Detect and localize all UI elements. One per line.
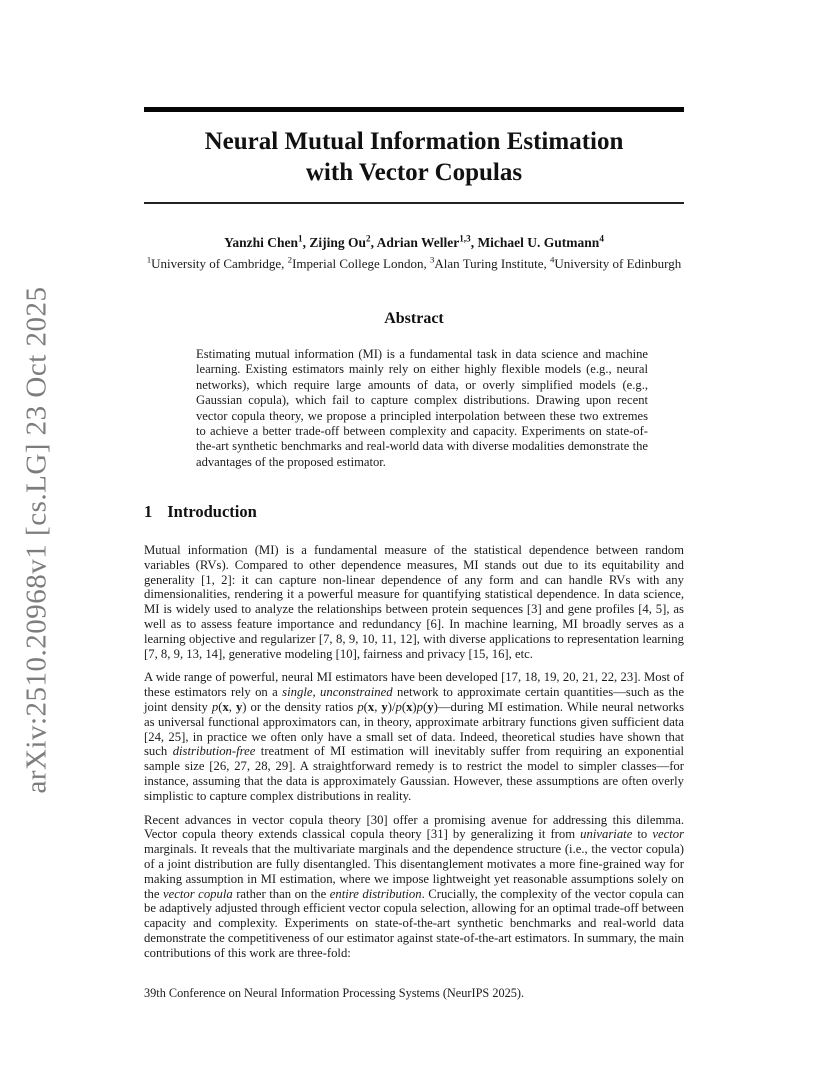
affiliation-marker: 1 — [146, 254, 152, 265]
title-rule-bottom — [144, 202, 684, 204]
section-paragraphs — [144, 543, 684, 970]
conference-footnote: 39th Conference on Neural Information Processing Systems (NeurIPS 2025). — [144, 986, 525, 1000]
affiliation-marker: 2 — [287, 254, 293, 265]
title-rule-top — [144, 107, 684, 112]
paper-title-line2: with Vector Copulas — [305, 159, 523, 186]
author-affiliation-marker: 2 — [365, 233, 371, 244]
author-name: Yanzhi Chen — [224, 235, 298, 250]
paragraph: Mutual information (MI) is a fundamental measure of the statistical dependence between random variables (RVs). Compared to other dependence measures, MI stands out due to its equitability and generality [1, 2]: it can capture non-linear dependence of any form and can handle RVs with any dimensionalities, rendering it a powerful measure for quantifying statistical dependence. In data science, MI is widely used to analyze the relationships between protein sequences [3] and gene profiles [4, 5], as well as to assess feature importance and redundancy [6]. In machine learning, MI broadly serves as a learning objective and regularizer [7, 8, 9, 10, 11, 12], with diverse applications to representation learning [7, 8, 9, 13, 14], generative modeling [10], fairness and privacy [15, 16], etc. — [144, 543, 684, 661]
author-name: Adrian Weller — [376, 235, 460, 250]
paragraph: A wide range of powerful, neural MI estimators have been developed [17, 18, 19, 20, 21, 22, 23]. Most of these estimators rely on a single, unconstrained network to approximate certain quantities—such as the joint density p(x, y) or the density ratios p(x, y)/p(x)p(y)—during MI estimation. While neural networks as universal functional approximators can, in theory, approximate arbitrary functions given sufficient data [24, 25], in practice we often only have a small set of data. Indeed, theoretical studies have shown that such distribution-free treatment of MI estimation will inevitably suffer from requiring an exponential sample size [26, 27, 28, 29]. A straightforward remedy is to restrict the model to simpler classes—for instance, assuming that the data is approximately Gaussian. However, these assumptions are often overly simplistic to capture complex distributions in reality. — [144, 670, 685, 803]
author-affiliation-marker: 4 — [599, 233, 604, 244]
affiliation-marker: 4 — [549, 254, 555, 265]
author-affiliation-marker: 1 — [297, 233, 303, 244]
section-heading-introduction — [144, 502, 684, 522]
affiliation-line: $^1$University of Cambridge, $^2$Imperial College London, $^3$Alan Turing Institute, $^4$University of Edinburgh — [146, 254, 682, 271]
affiliation-marker: 3 — [429, 254, 435, 265]
author-name: Michael U. Gutmann — [477, 235, 600, 250]
abstract-heading: Abstract — [384, 310, 444, 327]
section-title: Introduction — [167, 502, 257, 521]
paragraph: Recent advances in vector copula theory [30] offer a promising avenue for addressing this dilemma. Vector copula theory extends classical copula theory [31] by generalizing it from univariate to vector marginals. It reveals that the multivariate marginals and the dependence structure (i.e., the vector copula) of a joint distribution are fully disentangled. This disentanglement motivates a more fine-grained way for making assumption in MI estimation, where we impose lightweight yet reasonable assumptions solely on the vector copula rather than on the entire distribution. Crucially, the complexity of the vector copula can be adaptively adjusted through efficient vector copula selection, allowing for an optimal trade-off between capacity and complexity. Experiments on state-of-the-art synthetic benchmarks and real-world data demonstrate the competitiveness of our estimator against state-of-the-art estimators. In summary, the main contributions of this work are three-fold: — [144, 812, 685, 960]
paper-title — [144, 126, 684, 188]
author-line: Yanzhi Chen$^1$, Zijing Ou$^2$, Adrian Weller$^{1,3}$, Michael U. Gutmann$^4$ — [224, 233, 604, 250]
author-affiliation-marker: 1,3 — [459, 233, 471, 244]
paper-title-line1: Neural Mutual Information Estimation — [204, 128, 624, 155]
section-number: 1 — [144, 502, 153, 521]
abstract-text: Estimating mutual information (MI) is a fundamental task in data science and machine learning. Existing estimators mainly rely on either highly flexible models (e.g., neural networks), which require large amounts of data, or overly simplified models (e.g., Gaussian copula), which fail to capture complex distributions. Drawing upon recent vector copula theory, we propose a principled interpolation between these two extremes to achieve a better trade-off between complexity and capacity. Experiments on state-of-the-art synthetic benchmarks and real-world data with diverse modalities demonstrate the advantages of the proposed estimator. — [196, 347, 648, 469]
author-name: Zijing Ou — [309, 235, 366, 250]
arxiv-watermark: arXiv:2510.20968v1 [cs.LG] 23 Oct 2025 — [20, 286, 53, 794]
